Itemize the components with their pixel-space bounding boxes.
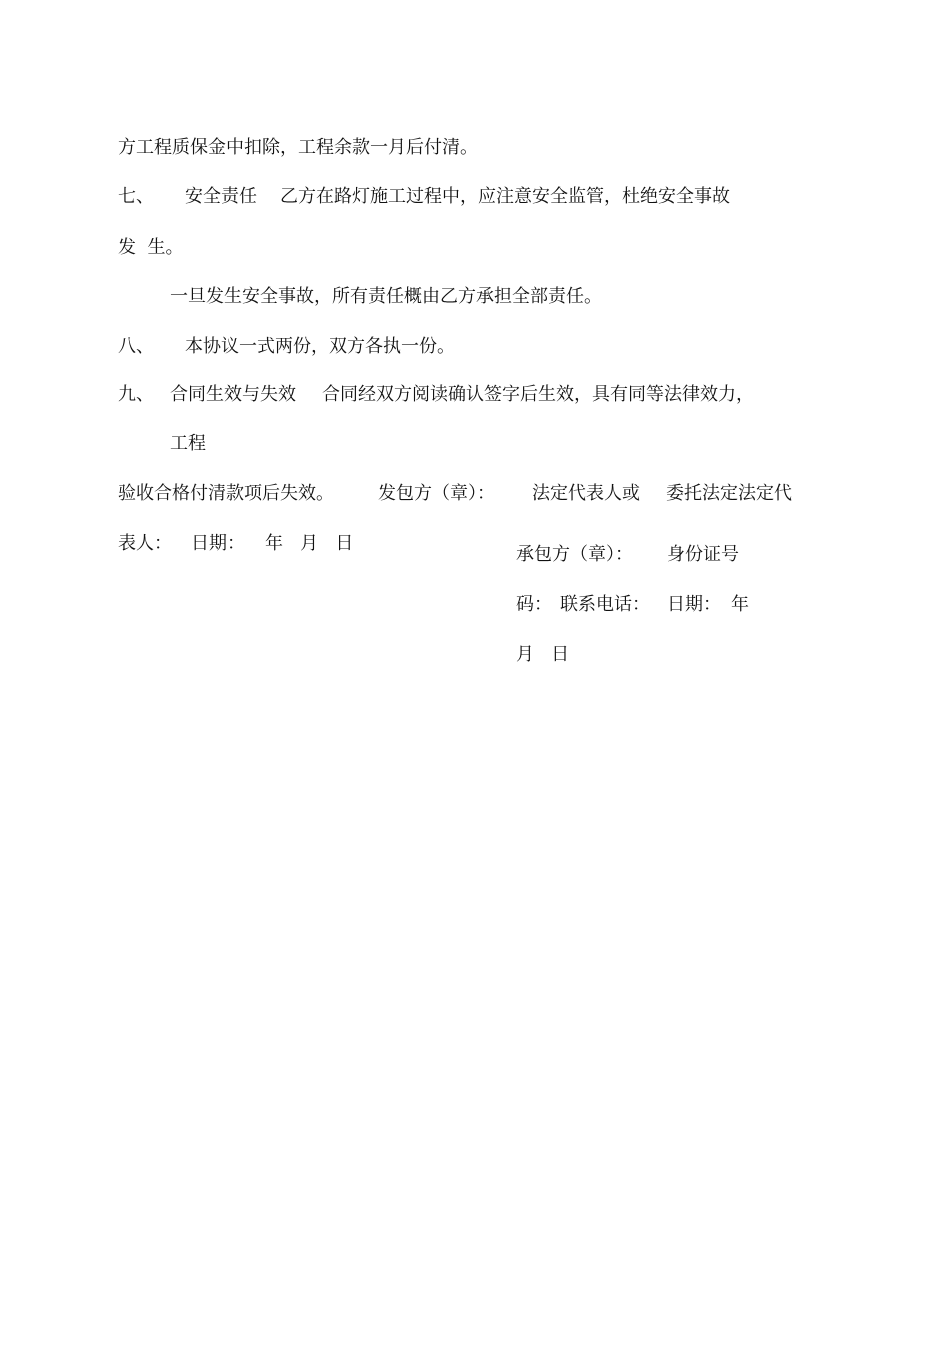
party-b-id-label: 身份证号 — [667, 544, 739, 565]
party-a-date-ymd: 年 月 日 — [265, 533, 354, 554]
section-7-title: 安全责任 — [185, 186, 257, 207]
section-9-number: 九、 — [118, 384, 154, 405]
section-8-text: 本协议一式两份，双方各执一份。 — [185, 336, 455, 357]
section-7-liability: 一旦发生安全事故，所有责任概由乙方承担全部责任。 — [170, 286, 602, 307]
party-b-label: 承包方（章）： — [516, 544, 633, 565]
party-b-year: 年 — [731, 594, 749, 615]
party-b-phone-label: 联系电话： — [560, 594, 650, 615]
party-a-agent-label: 委托法定法定代 — [666, 483, 792, 504]
section-7-number: 七、 — [118, 186, 154, 207]
section-7-text: 乙方在路灯施工过程中，应注意安全监管，杜绝安全事故 — [280, 186, 730, 207]
party-a-rep-continuation: 表人： — [118, 533, 172, 554]
party-a-rep-label: 法定代表人或 — [532, 483, 640, 504]
party-a-date-label: 日期： — [191, 533, 245, 554]
party-a-label: 发包方（章）： — [378, 483, 495, 504]
section-9-text: 合同经双方阅读确认签字后生效，具有同等法律效力， — [322, 384, 754, 405]
party-b-date-label: 日期： — [667, 594, 721, 615]
paragraph-payment-end: 方工程质保金中扣除，工程余款一月后付清。 — [118, 137, 478, 158]
section-9-continuation: 工程 — [170, 433, 206, 454]
party-b-month-day: 月 日 — [516, 644, 570, 665]
party-b-id-continuation: 码： — [516, 594, 552, 615]
section-7-continuation: 发 生。 — [118, 237, 184, 258]
section-9-expiry: 验收合格付清款项后失效。 — [118, 483, 334, 504]
section-8-number: 八、 — [118, 336, 154, 357]
section-9-title: 合同生效与失效 — [170, 384, 296, 405]
